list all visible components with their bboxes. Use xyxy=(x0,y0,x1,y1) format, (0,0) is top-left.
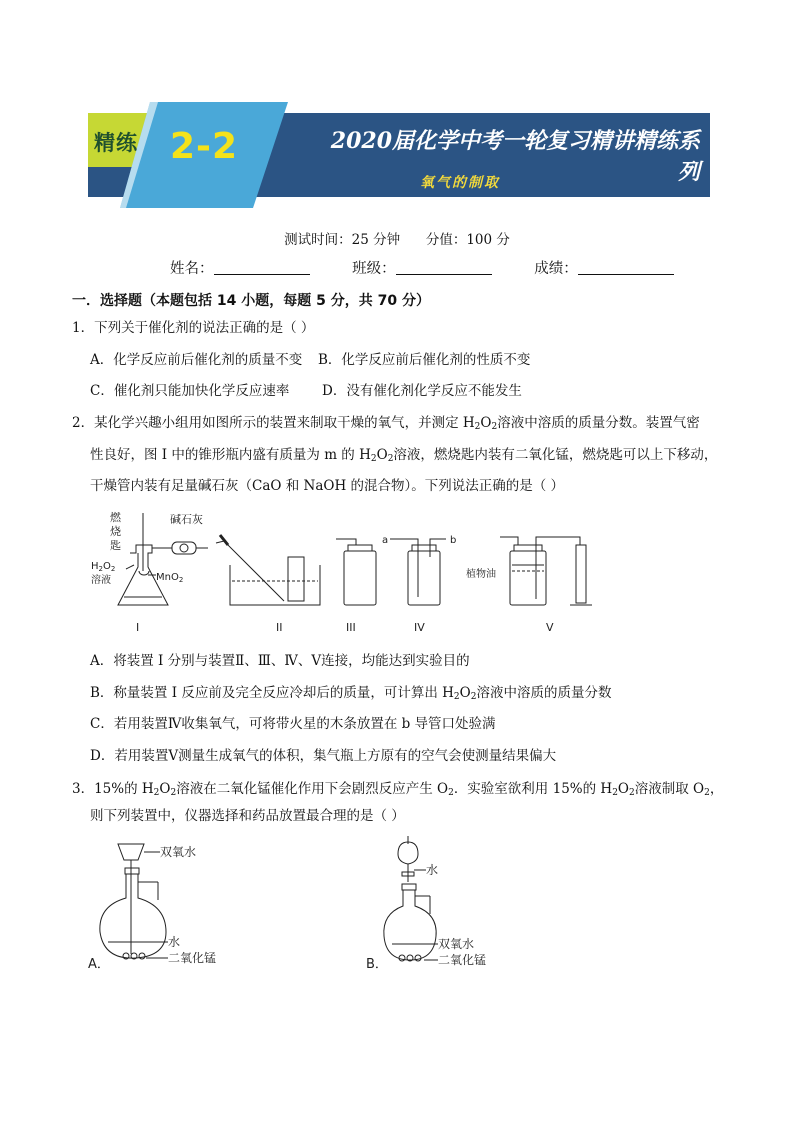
banner-series-title: 2020届化学中考一轮复习精讲精练系列 xyxy=(330,128,700,185)
q3b-label-top: 水 xyxy=(426,863,439,877)
q3-figure-b xyxy=(362,834,562,974)
apparatus-iv xyxy=(382,535,456,634)
q2-option-a: A．将装置 I 分别与装置Ⅱ、Ⅲ、Ⅳ、Ⅴ连接，均能达到实验目的 xyxy=(90,653,470,669)
q1-option-d: D．没有催化剂化学反应不能发生 xyxy=(322,383,522,399)
fig-roman-iii: III xyxy=(346,621,356,634)
fig-label-mno2: MnO$_2$ xyxy=(156,572,184,584)
q3-figure-a xyxy=(88,838,288,978)
q3b-label-mid: 双氧水 xyxy=(438,937,475,951)
q3b-label-bottom: 二氧化锰 xyxy=(438,953,487,967)
apparatus-i xyxy=(91,510,208,634)
q3-stem-line1: 3．15%的 $H_2O_2$溶液在二氧化锰催化作用下会剧烈反应产生 $O_2$．实验室欲利用 15%的 $H_2O_2$溶液制取 $O_2$， xyxy=(72,781,724,798)
score-field[interactable] xyxy=(578,260,674,275)
class-label: 班级： xyxy=(352,261,396,277)
q1-option-b: B．化学反应前后催化剂的性质不变 xyxy=(318,352,531,368)
name-field[interactable] xyxy=(214,260,310,275)
q2-option-c: C．若用装置Ⅳ收集氧气，可将带火星的木条放置在 b 导管口处验满 xyxy=(90,716,496,732)
q3a-label-bottom: 二氧化锰 xyxy=(168,951,217,965)
apparatus-ii xyxy=(216,535,320,634)
fig-roman-i: I xyxy=(136,621,140,634)
q2-apparatus-figure xyxy=(90,505,610,643)
fig-label-ran: 燃 xyxy=(110,511,121,524)
fig-label-rongye: 溶液 xyxy=(91,575,111,586)
fig-roman-v: V xyxy=(546,621,554,634)
score-label: 成绩： xyxy=(534,261,578,277)
q2-stem-line3: 干燥管内装有足量碱石灰（CaO 和 NaOH 的混合物）。下列说法正确的是（ ） xyxy=(90,478,565,494)
q3-stem-line2: 则下列装置中，仪器选择和药品放置最合理的是（ ） xyxy=(90,808,405,824)
q2-stem-line2: 性良好，图 I 中的锥形瓶内盛有质量为 m 的 $H_2O_2$溶液，燃烧匙内装有二氧化锰，燃烧匙可以上下移动， xyxy=(90,447,718,464)
banner-number: 2-2 xyxy=(170,126,239,167)
fig-label-a: a xyxy=(382,535,389,546)
fig-label-shao: 烧 xyxy=(110,525,121,538)
q3a-label-top: 双氧水 xyxy=(160,845,197,859)
fig-roman-ii: II xyxy=(276,621,283,634)
fig-roman-iv: IV xyxy=(414,621,425,634)
fig-label-oil: 植物油 xyxy=(466,569,496,580)
apparatus-v xyxy=(466,537,592,634)
section-title: 一．选择题（本题包括 14 小题，每题 5 分，共 70 分） xyxy=(72,293,430,309)
fig-label-jianshihui: 碱石灰 xyxy=(170,513,203,526)
q3a-label-mid: 水 xyxy=(168,935,181,949)
test-meta: 测试时间：25 分钟 分值：100 分 xyxy=(284,232,510,248)
q2-option-d: D．若用装置Ⅴ测量生成氧气的体积，集气瓶上方原有的空气会使测量结果偏大 xyxy=(90,748,557,764)
student-fields xyxy=(170,257,712,278)
q1-option-a: A．化学反应前后催化剂的质量不变 xyxy=(90,352,303,368)
q2-stem-line1: 2．某化学兴趣小组用如图所示的装置来制取干燥的氧气，并测定 $H_2O_2$溶液中溶质的质量分数。装置气密 xyxy=(72,415,700,432)
q1-option-c: C．催化剂只能加快化学反应速率 xyxy=(90,383,290,399)
fig-label-b: b xyxy=(450,535,457,546)
q3-option-a-label: A． xyxy=(88,957,110,972)
q3-option-b-label: B． xyxy=(366,957,388,972)
q2-option-b: B．称量装置 I 反应前及完全反应冷却后的质量，可计算出 $H_2O_2$溶液中溶质的质量分数 xyxy=(90,685,612,702)
banner-tab-label: 精练 xyxy=(94,131,138,155)
fig-label-chi: 匙 xyxy=(110,539,121,552)
q1-stem: 1．下列关于催化剂的说法正确的是（ ） xyxy=(72,320,315,336)
name-label: 姓名： xyxy=(170,261,214,277)
class-field[interactable] xyxy=(396,260,492,275)
apparatus-iii xyxy=(336,539,376,634)
banner-subtitle: 氧气的制取 xyxy=(420,175,500,191)
fig-label-h2o2: $H_2O_2$ xyxy=(91,561,116,573)
